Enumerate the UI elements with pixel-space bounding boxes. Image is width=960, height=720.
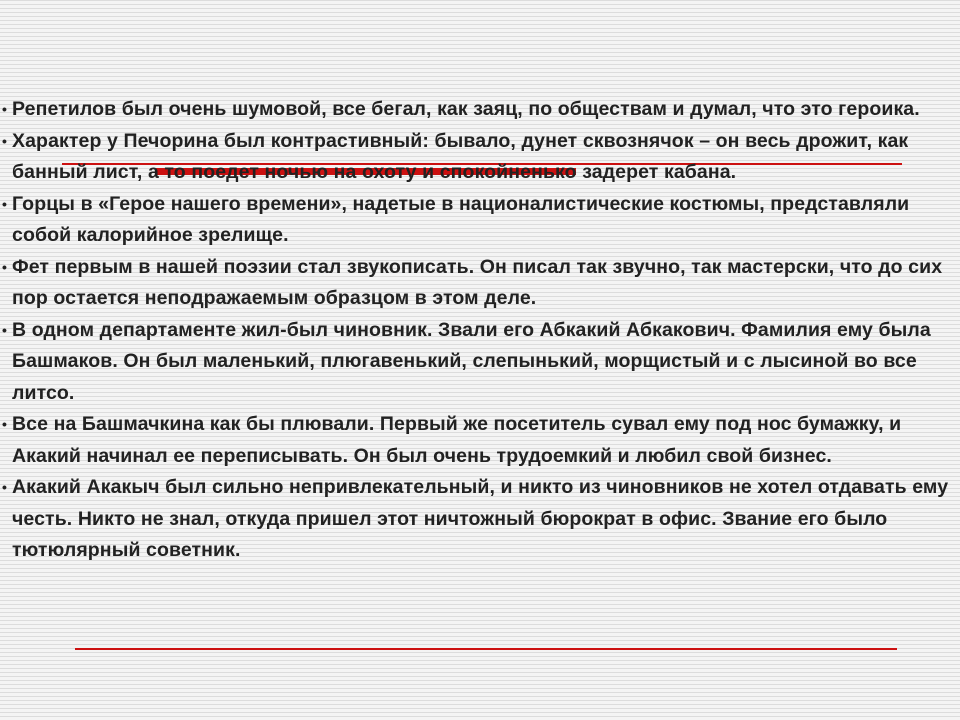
bullet-item-gortsy: • Горцы в «Герое нашего времени», надетые в националистические костюмы, представляли собой калорийное зрелище. — [2, 189, 954, 252]
slide-content — [2, 94, 954, 567]
bullet-item-akakiy: • Акакий Акакыч был сильно непривлекательный, и никто из чиновников не хотел отдавать ему честь. Никто не знал, откуда пришел этот ничтожный бюрократ в офис. Звание его было тютюлярный советник. — [2, 472, 954, 567]
bullet-item-fet: • Фет первым в нашей поэзии стал звукописать. Он писал так звучно, так мастерски, что до сих пор остается неподражаемым образцом в этом деле. — [2, 252, 954, 315]
decorative-red-line-bottom — [75, 648, 897, 650]
bullet-item-bashmachkin: • Все на Башмачкина как бы плювали. Первый же посетитель сувал ему под нос бумажку, и Акакий начинал ее переписывать. Он был очень трудоемкий и любил свой бизнес. — [2, 409, 954, 472]
bullet-item-repetilov: • Репетилов был очень шумовой, все бегал, как заяц, по обществам и думал, что это героика. — [2, 94, 954, 126]
bullet-item-pechorin: • Характер у Печорина был контрастивный: бывало, дунет сквознячок – он весь дрожит, как банный лист, а то поедет ночью на охоту и спокойненько задерет кабана. — [2, 126, 954, 189]
bullet-item-department: • В одном департаменте жил-был чиновник. Звали его Абкакий Абкакович. Фамилия ему была Башмаков. Он был маленький, плюгавенький, слепынький, морщистый и с лысиной во все литсо. — [2, 315, 954, 410]
bullet-list — [2, 94, 954, 567]
